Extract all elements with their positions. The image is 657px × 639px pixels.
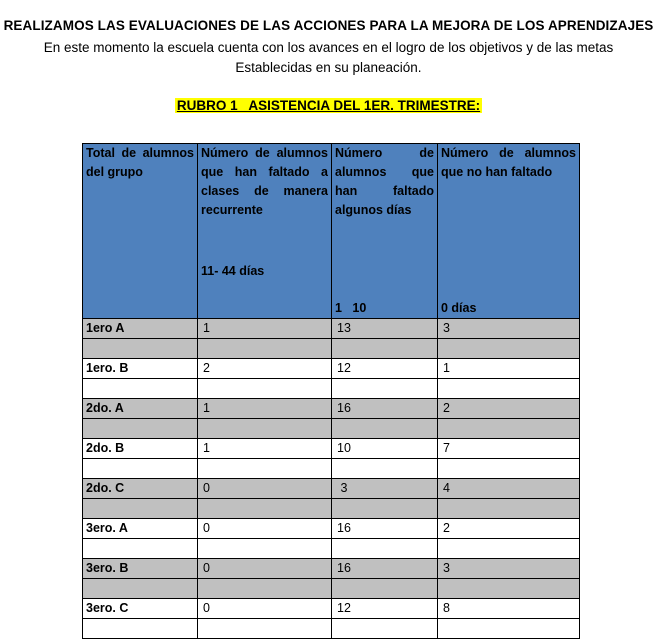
table-spacer-row xyxy=(83,499,580,519)
header-text: Total de alumnos del grupo xyxy=(86,146,194,179)
group-cell: 3ero. C xyxy=(83,599,198,619)
table-spacer-row xyxy=(83,379,580,399)
intro-line-2: Establecidas en su planeación. xyxy=(235,60,422,75)
group-cell: 3ero. B xyxy=(83,559,198,579)
table-row xyxy=(83,479,580,499)
no-absence-cell: 2 xyxy=(438,399,580,419)
table-row xyxy=(83,359,580,379)
some-days-cell: 12 xyxy=(332,359,438,379)
table-row xyxy=(83,439,580,459)
no-absence-cell: 3 xyxy=(438,559,580,579)
no-absence-cell: 7 xyxy=(438,439,580,459)
table-row xyxy=(83,519,580,539)
header-text: Número de alumnos que han faltado a clases de manera recurrente xyxy=(201,146,328,217)
attendance-table xyxy=(82,143,580,639)
recurrent-cell: 1 xyxy=(198,439,332,459)
some-days-cell: 10 xyxy=(332,439,438,459)
intro-paragraph xyxy=(0,38,657,78)
intro-line-1: En este momento la escuela cuenta con los avances en el logro de los objetivos y de las metas xyxy=(43,40,614,55)
table-row xyxy=(83,319,580,339)
group-cell: 2do. B xyxy=(83,439,198,459)
rubro-title: RUBRO 1 ASISTENCIA DEL 1ER. TRIMESTRE: xyxy=(176,98,481,113)
some-days-cell: 16 xyxy=(332,559,438,579)
header-cell-some xyxy=(332,144,438,319)
no-absence-cell: 1 xyxy=(438,359,580,379)
table-spacer-row xyxy=(83,459,580,479)
recurrent-cell: 2 xyxy=(198,359,332,379)
header-range: 1 10 xyxy=(335,301,367,315)
table-spacer-row xyxy=(83,539,580,559)
group-cell: 2do. A xyxy=(83,399,198,419)
table-row xyxy=(83,399,580,419)
document-heading: REALIZAMOS LAS EVALUACIONES DE LAS ACCIONES PARA LA MEJORA DE LOS APRENDIZAJES xyxy=(3,18,654,33)
group-cell: 1ero. B xyxy=(83,359,198,379)
header-cell-recurrent xyxy=(198,144,332,319)
header-cell-total xyxy=(83,144,198,319)
recurrent-cell: 0 xyxy=(198,479,332,499)
group-cell: 1ero A xyxy=(83,319,198,339)
some-days-cell: 16 xyxy=(332,399,438,419)
recurrent-cell: 0 xyxy=(198,559,332,579)
table-header-row xyxy=(83,144,580,319)
header-note: 11- 44 días xyxy=(201,264,265,278)
header-range: 0 días xyxy=(441,301,477,315)
table-row xyxy=(83,559,580,579)
recurrent-cell: 0 xyxy=(198,599,332,619)
group-cell: 2do. C xyxy=(83,479,198,499)
some-days-cell: 13 xyxy=(332,319,438,339)
group-cell: 3ero. A xyxy=(83,519,198,539)
no-absence-cell: 2 xyxy=(438,519,580,539)
some-days-cell: 16 xyxy=(332,519,438,539)
table-row xyxy=(83,599,580,619)
recurrent-cell: 1 xyxy=(198,399,332,419)
header-text: Número de alumnos que no han faltado xyxy=(441,146,576,179)
table-spacer-row xyxy=(83,579,580,599)
table-spacer-row xyxy=(83,619,580,639)
no-absence-cell: 8 xyxy=(438,599,580,619)
table-spacer-row xyxy=(83,339,580,359)
no-absence-cell: 3 xyxy=(438,319,580,339)
header-text: Número de alumnos que han faltado algunos días xyxy=(335,146,434,217)
recurrent-cell: 1 xyxy=(198,319,332,339)
table-spacer-row xyxy=(83,419,580,439)
rubro-title-wrap xyxy=(0,97,657,115)
header-cell-none xyxy=(438,144,580,319)
recurrent-cell: 0 xyxy=(198,519,332,539)
some-days-cell: 12 xyxy=(332,599,438,619)
no-absence-cell: 4 xyxy=(438,479,580,499)
some-days-cell: 3 xyxy=(332,479,438,499)
